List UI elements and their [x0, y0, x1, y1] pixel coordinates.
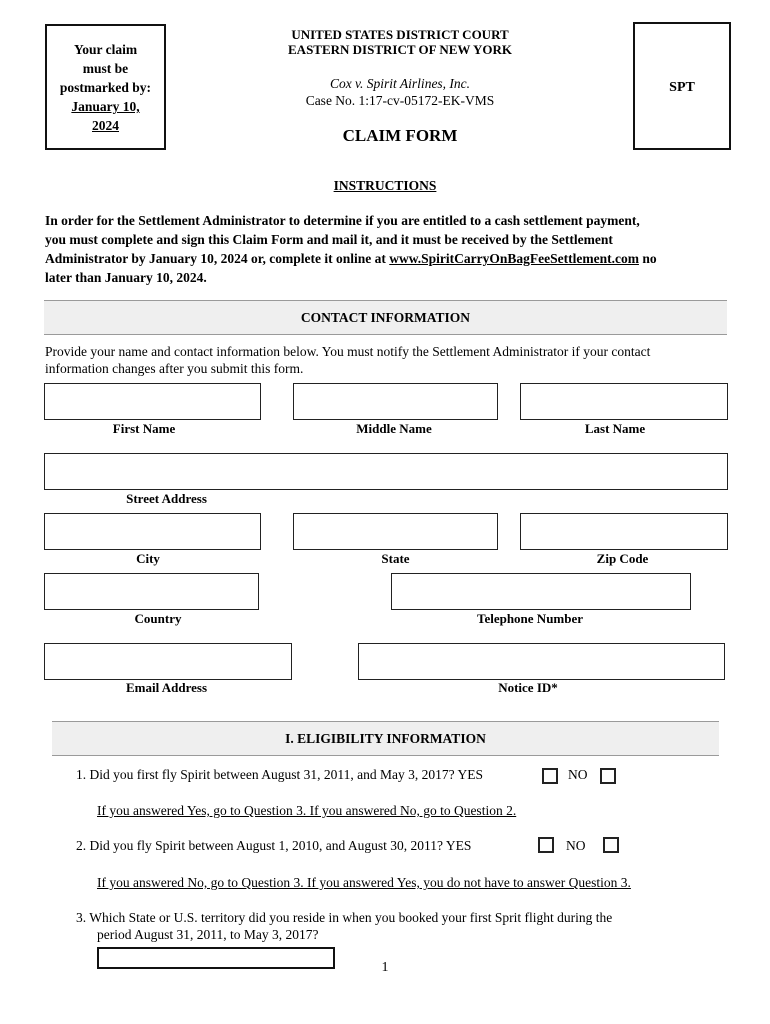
court-line2: EASTERN DISTRICT OF NEW YORK — [288, 42, 512, 57]
form-title: CLAIM FORM — [342, 126, 458, 145]
q1-yes-checkbox[interactable] — [542, 768, 558, 784]
code-label: SPT — [669, 80, 695, 95]
email-label: Email Address — [125, 680, 208, 695]
question-3 — [76, 909, 612, 943]
last-name-field[interactable] — [520, 383, 728, 420]
telephone-label: Telephone Number — [476, 611, 584, 626]
first-name-field[interactable] — [44, 383, 261, 420]
notice-id-label: Notice ID* — [498, 680, 558, 695]
q2-no-label: NO — [566, 838, 586, 853]
q1-no-label: NO — [568, 767, 588, 782]
state-field[interactable] — [293, 513, 498, 550]
instructions-line4: later than January 10, 2024. — [45, 270, 207, 285]
question-2-note: If you answered No, go to Question 3. If you answered Yes, you do not have to answer Question 3. — [97, 875, 631, 890]
contact-description — [45, 343, 735, 377]
settlement-website-link[interactable]: www.SpiritCarryOnBagFeeSettlement.com — [389, 251, 639, 266]
q2-yes-checkbox[interactable] — [538, 837, 554, 853]
postmark-date1: January 10, — [71, 99, 140, 114]
question-1-note: If you answered Yes, go to Question 3. If you answered No, go to Question 2. — [97, 803, 517, 818]
eligibility-section-header — [52, 721, 719, 756]
email-field[interactable] — [44, 643, 292, 680]
notice-id-field[interactable] — [358, 643, 725, 680]
contact-heading: CONTACT INFORMATION — [300, 310, 471, 325]
instructions-heading: INSTRUCTIONS — [333, 178, 437, 193]
postmark-date2: 2024 — [92, 118, 119, 133]
court-name — [200, 27, 600, 57]
street-address-label: Street Address — [126, 491, 207, 506]
postmark-line1: Your claim — [73, 42, 138, 57]
case-name: Cox v. Spirit Airlines, Inc. — [329, 76, 471, 91]
code-box — [633, 22, 731, 150]
instructions-text — [45, 211, 735, 287]
city-field[interactable] — [44, 513, 261, 550]
postmark-box — [45, 24, 166, 150]
country-field[interactable] — [44, 573, 259, 610]
residence-state-field[interactable] — [97, 947, 335, 969]
instructions-line1: In order for the Settlement Administrator to determine if you are entitled to a cash settlement payment, — [45, 213, 640, 228]
country-label: Country — [134, 611, 182, 626]
instructions-line3 — [45, 249, 735, 268]
postmark-line2: must be — [82, 61, 129, 76]
q1-no-checkbox[interactable] — [600, 768, 616, 784]
question-2: 2. Did you fly Spirit between August 1, 2010, and August 30, 2011? YES — [76, 838, 472, 853]
instructions-line2: you must complete and sign this Claim Form and mail it, and it must be received by the Settlement — [45, 232, 613, 247]
question-3-line1: 3. Which State or U.S. territory did you reside in when you booked your first Sprit flight during the — [76, 910, 613, 925]
q2-no-checkbox[interactable] — [603, 837, 619, 853]
court-line1: UNITED STATES DISTRICT COURT — [291, 27, 509, 42]
zip-code-label: Zip Code — [596, 551, 649, 566]
middle-name-field[interactable] — [293, 383, 498, 420]
instructions-line3a: Administrator by January 10, 2024 or, complete it online at — [45, 251, 390, 266]
question-1: 1. Did you first fly Spirit between August 31, 2011, and May 3, 2017? YES — [76, 767, 483, 782]
telephone-field[interactable] — [391, 573, 691, 610]
contact-section-header — [44, 300, 727, 335]
postmark-line3: postmarked by: — [59, 80, 152, 95]
case-number: Case No. 1:17-cv-05172-EK-VMS — [305, 93, 495, 108]
first-name-label: First Name — [112, 421, 176, 436]
city-label: City — [136, 551, 160, 566]
page-number: 1 — [381, 960, 389, 975]
state-label: State — [381, 551, 410, 566]
instructions-line3b: no — [638, 251, 657, 266]
contact-desc-line1: Provide your name and contact information below. You must notify the Settlement Administrator if your contact — [45, 344, 651, 359]
question-3-line2: period August 31, 2011, to May 3, 2017? — [97, 927, 319, 942]
eligibility-heading: I. ELIGIBILITY INFORMATION — [285, 731, 486, 746]
zip-code-field[interactable] — [520, 513, 728, 550]
street-address-field[interactable] — [44, 453, 728, 490]
contact-desc-line2: information changes after you submit this form. — [45, 361, 304, 376]
last-name-label: Last Name — [584, 421, 646, 436]
middle-name-label: Middle Name — [356, 421, 432, 436]
